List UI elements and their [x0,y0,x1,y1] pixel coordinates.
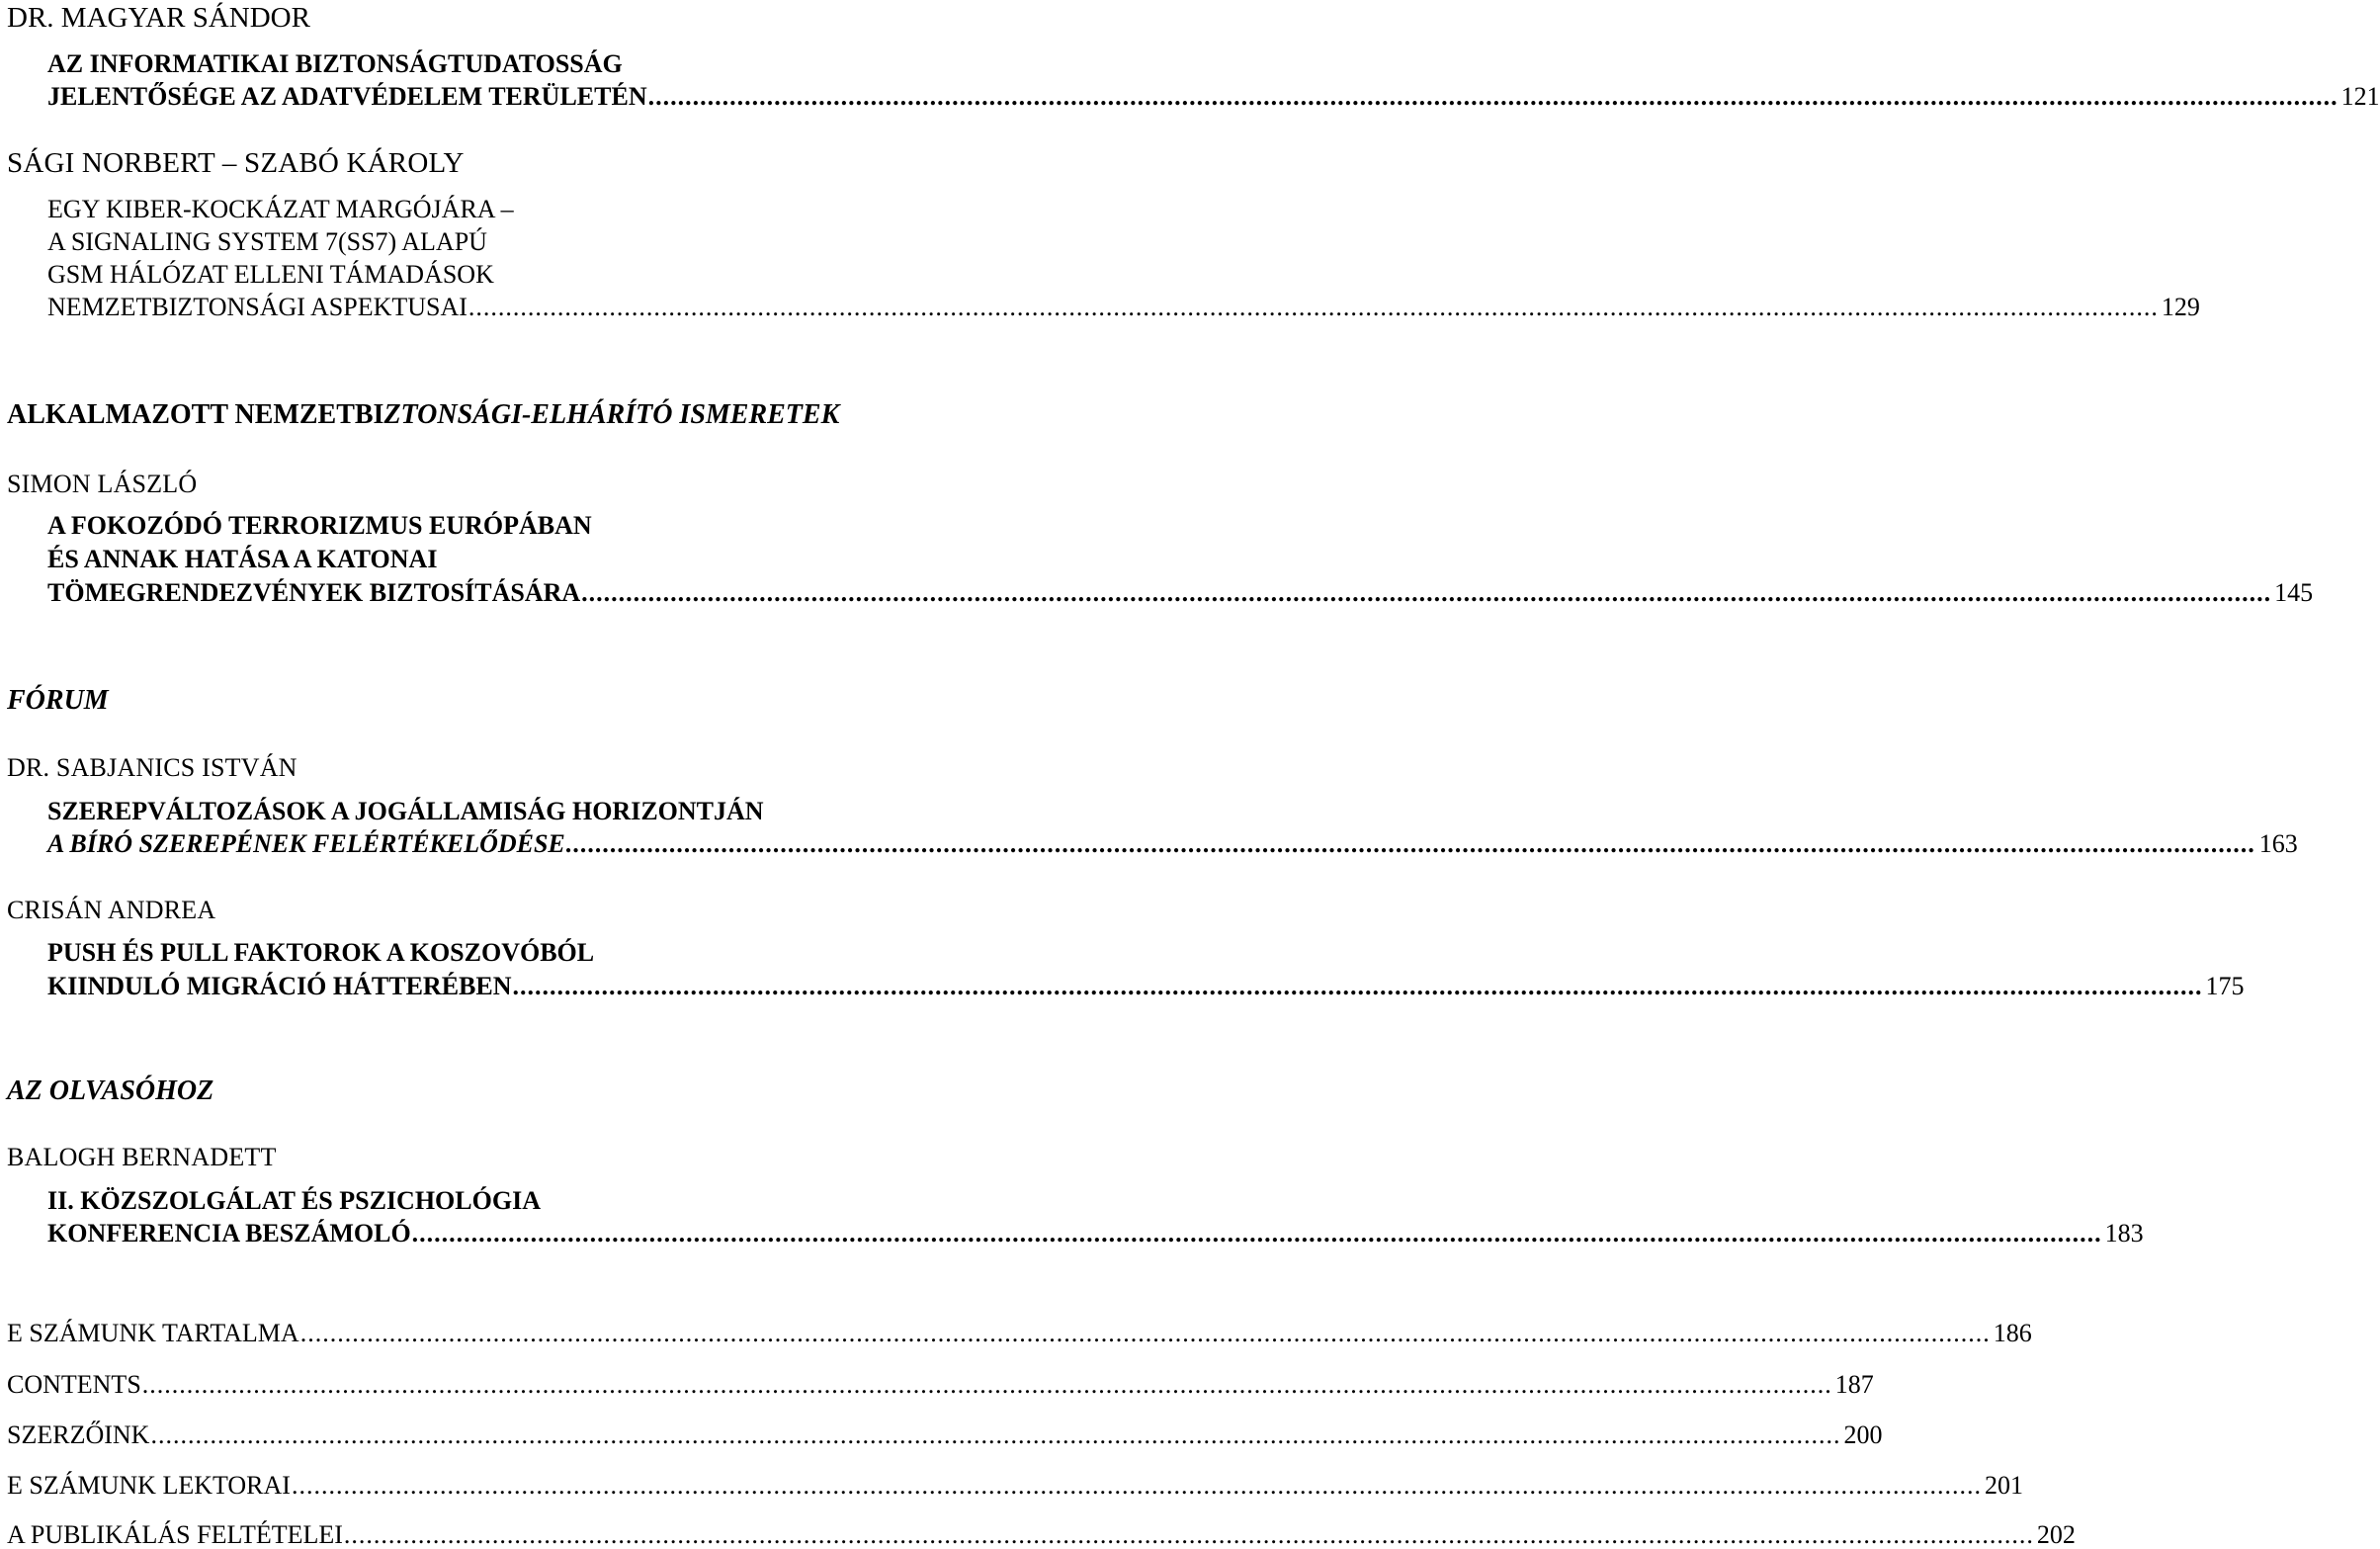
dot-leader: .................................................................................................................................................................................................................................... [647,82,2338,111]
toc-entry-sabjanics[interactable] [47,829,2298,858]
toc-label: E SZÁMUNK TARTALMA [7,1319,299,1347]
toc-entry-lektorai[interactable] [7,1471,2023,1500]
title-simon-line3: TÖMEGRENDEZVÉNYEK BIZTOSÍTÁSÁRA [47,578,581,607]
toc-entry-publikalas[interactable] [7,1520,2076,1549]
dot-leader: .................................................................................................................................................................................................................................... [468,293,2159,321]
title-sabjanics-line1: SZEREPVÁLTOZÁSOK A JOGÁLLAMISÁG HORIZONTJÁN [47,797,764,825]
title-sagi-line4: NEMZETBIZTONSÁGI ASPEKTUSAI [47,293,468,321]
page-number: 129 [2161,293,2200,321]
page-number: 187 [1834,1370,1874,1399]
title-balogh-line2: KONFERENCIA BESZÁMOLÓ [47,1219,411,1248]
author-crisan: CRISÁN ANDREA [7,896,216,924]
title-simon-line1: A FOKOZÓDÓ TERRORIZMUS EURÓPÁBAN [47,511,592,540]
toc-entry-tartalma[interactable] [7,1319,2032,1347]
toc-label: A PUBLIKÁLÁS FELTÉTELEI [7,1520,343,1549]
title-crisan-line2: KIINDULÓ MIGRÁCIÓ HÁTTERÉBEN [47,972,512,1000]
toc-entry-magyar[interactable] [47,82,2380,111]
toc-entry-sagi[interactable] [47,293,2200,321]
toc-label: SZERZŐINK [7,1420,150,1449]
dot-leader: .................................................................................................................................................................................................................................... [565,829,2256,858]
page-number: 183 [2104,1219,2144,1248]
author-magyar: DR. MAGYAR SÁNDOR [7,2,310,34]
dot-leader: .................................................................................................................................................................................................................................... [343,1520,2034,1549]
toc-entry-crisan[interactable] [47,972,2245,1000]
author-simon: SIMON LÁSZLÓ [7,470,198,498]
dot-leader: .................................................................................................................................................................................................................................... [291,1471,1982,1500]
title-sabjanics-line2: A BÍRÓ SZEREPÉNEK FELÉRTÉKELŐDÉSE [47,829,565,858]
title-magyar-line1: AZ INFORMATIKAI BIZTONSÁGTUDATOSSÁG [47,49,623,78]
title-simon-line2: ÉS ANNAK HATÁSA A KATONAI [47,545,438,573]
section-heading-applied-part1: ALKALMAZOTT NEMZETBI [7,399,384,430]
section-heading-forum: FÓRUM [7,685,109,716]
page-number: 163 [2258,829,2298,858]
dot-leader: .................................................................................................................................................................................................................................... [411,1219,2102,1248]
author-sagi-szabo: SÁGI NORBERT – SZABÓ KÁROLY [7,147,465,179]
page-number: 201 [1984,1471,2023,1500]
section-heading-reader: AZ OLVASÓHOZ [7,1076,214,1106]
title-sagi-line3: GSM HÁLÓZAT ELLENI TÁMADÁSOK [47,260,494,289]
author-balogh: BALOGH BERNADETT [7,1143,277,1171]
page-number: 121 [2340,82,2380,111]
toc-entry-contents[interactable] [7,1370,1874,1399]
toc-entry-szerzoink[interactable] [7,1420,1883,1449]
page-number: 186 [1993,1319,2032,1347]
page-number: 200 [1843,1420,1883,1449]
toc-entry-simon[interactable] [47,578,2314,607]
dot-leader: .................................................................................................................................................................................................................................... [512,972,2203,1000]
section-heading-applied [7,401,839,429]
page-number: 175 [2205,972,2245,1000]
page-number: 202 [2036,1520,2076,1549]
dot-leader: .................................................................................................................................................................................................................................... [581,578,2272,607]
title-balogh-line1: II. KÖZSZOLGÁLAT ÉS PSZICHOLÓGIA [47,1186,541,1215]
toc-label: E SZÁMUNK LEKTORAI [7,1471,291,1500]
title-sagi-line2: A SIGNALING SYSTEM 7(SS7) ALAPÚ [47,227,487,256]
toc-label: CONTENTS [7,1370,141,1399]
section-heading-applied-part2: ZTONSÁGI-ELHÁRÍTÓ ISMERETEK [383,399,840,430]
dot-leader: .................................................................................................................................................................................................................................... [150,1420,1841,1449]
author-sabjanics: DR. SABJANICS ISTVÁN [7,753,298,782]
title-magyar-line2: JELENTŐSÉGE AZ ADATVÉDELEM TERÜLETÉN [47,82,647,111]
toc-entry-balogh[interactable] [47,1219,2144,1248]
title-sagi-line1: EGY KIBER-KOCKÁZAT MARGÓJÁRA – [47,195,514,223]
dot-leader: .................................................................................................................................................................................................................................... [141,1370,1832,1399]
dot-leader: .................................................................................................................................................................................................................................... [299,1319,1991,1347]
title-crisan-line1: PUSH ÉS PULL FAKTOROK A KOSZOVÓBÓL [47,938,595,967]
page-number: 145 [2274,578,2314,607]
